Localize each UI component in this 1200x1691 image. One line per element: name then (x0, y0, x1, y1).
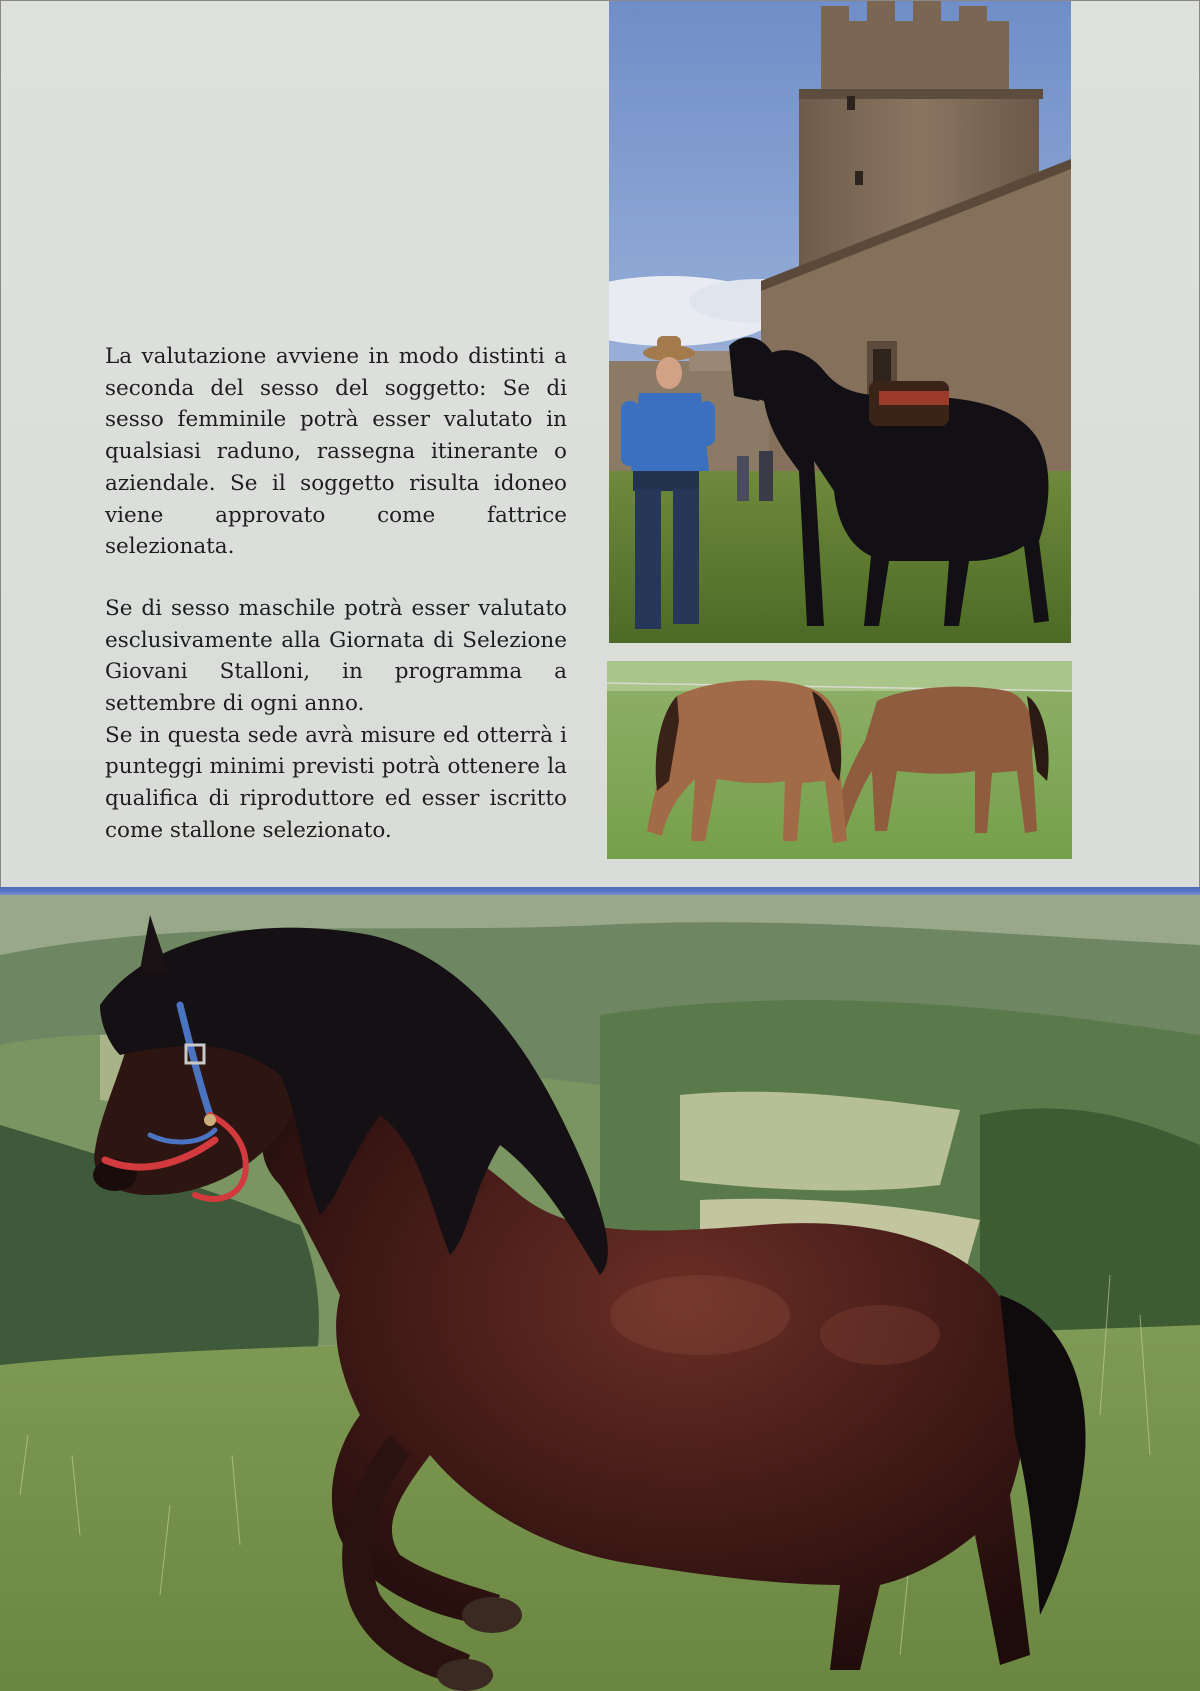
paragraph-stallion-requirements: Se in questa sede avrà misure ed otterrà i punteggi minimi previsti potrà ottenere la qualifica di riproduttore ed esser iscritto come stallone selezionato. (105, 722, 567, 843)
article-text (105, 341, 567, 847)
photo-castle-horse (609, 1, 1071, 643)
paragraph-evaluation: La valutazione avviene in modo distinti a seconda del sesso del soggetto: Se di sesso femminile potrà esser valutato in qualsiasi raduno, rassegna itinerante o aziendale. Se il soggetto risulta idoneo viene approvato come fattrice selezionata. (105, 344, 567, 560)
photo-stallion-hillside (0, 895, 1200, 1691)
paragraph-male-selection: Se di sesso maschile potrà esser valutato esclusivamente alla Giornata di Selezione Giovani Stalloni, in programma a settembre di ogni anno. (105, 595, 567, 717)
photo-grazing-horses (607, 661, 1072, 859)
accent-divider (0, 887, 1200, 895)
